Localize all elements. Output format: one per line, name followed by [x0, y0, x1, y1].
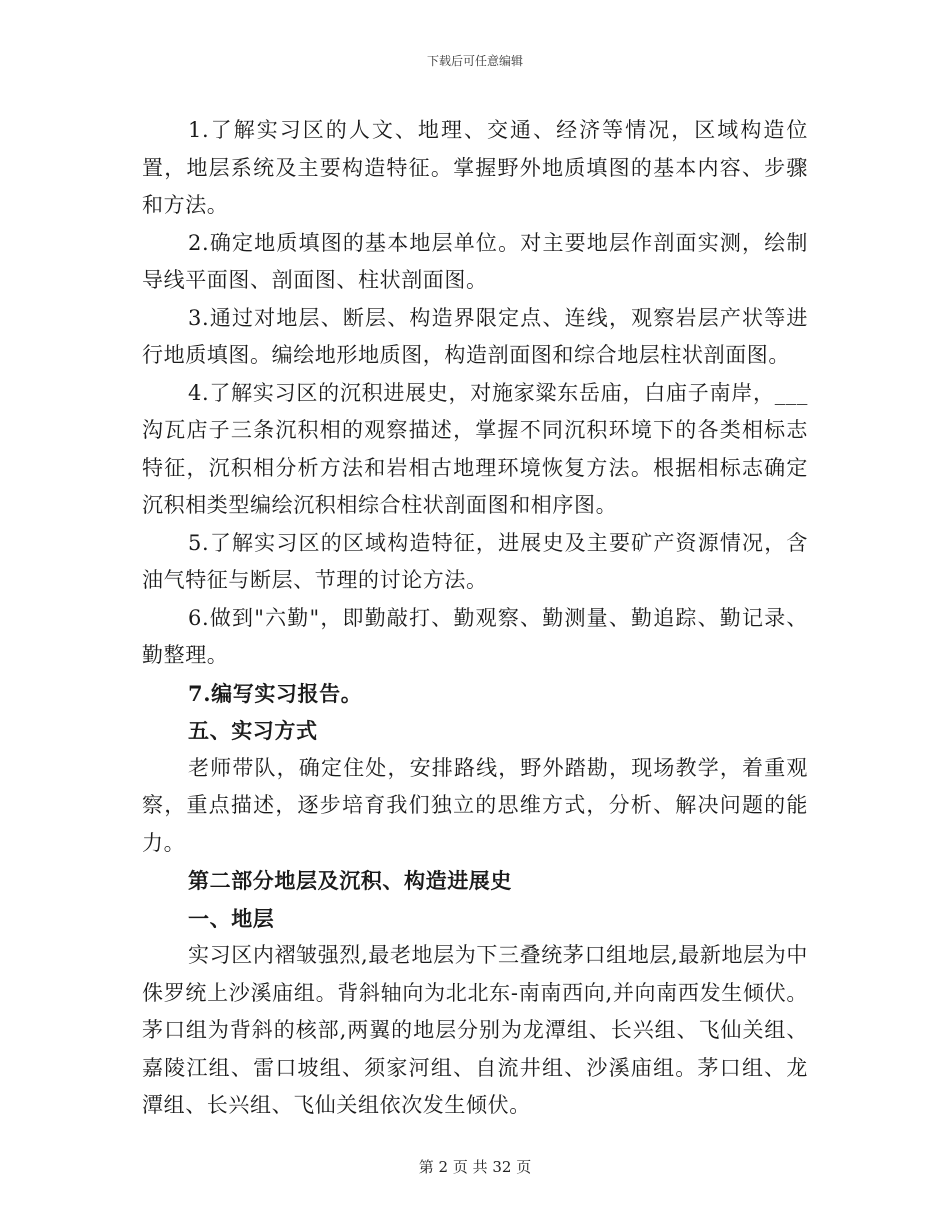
objective-4-paragraph: 4.了解实习区的沉积进展史，对施家粱东岳庙，白庙子南岸，___沟瓦店子三条沉积相的观察描述，掌握不同沉积环境下的各类相标志特征，沉积相分析方法和岩相古地理环境恢复方法。根据相标志确定沉积相类型编绘沉积相综合柱状剖面图和相序图。	[142, 380, 808, 517]
section-heading-methods: 五、实习方式	[188, 718, 318, 743]
objective-3-paragraph: 3.通过对地层、断层、构造界限定点、连线，观察岩层产状等进行地质填图。编绘地形地质图，构造剖面图和综合地层柱状剖面图。	[142, 305, 808, 367]
strata-paragraph: 实习区内褶皱强烈,最老地层为下三叠统茅口组地层,最新地层为中侏罗统上沙溪庙组。背斜轴向为北北东-南南西向,并向南西发生倾伏。茅口组为背斜的核部,两翼的地层分别为龙潭组、长兴组、飞仙关组、嘉陵江组、雷口坡组、须家河组、自流井组、沙溪庙组。茅口组、龙潭组、长兴组、飞仙关组依次发生倾伏。	[142, 943, 808, 1117]
objective-6-paragraph: 6.做到"六勤"，即勤敲打、勤观察、勤测量、勤追踪、勤记录、勤整理。	[142, 605, 808, 667]
objective-2-paragraph: 2.确定地质填图的基本地层单位。对主要地层作剖面实测，绘制导线平面图、剖面图、柱状剖面图。	[142, 230, 808, 292]
methods-paragraph: 老师带队，确定住处，安排路线，野外踏勘，现场教学，着重观察，重点描述，逐步培育我们独立的思维方式，分析、解决问题的能力。	[142, 755, 808, 855]
objective-1-paragraph: 1.了解实习区的人文、地理、交通、经济等情况，区域构造位置，地层系统及主要构造特征。掌握野外地质填图的基本内容、步骤和方法。	[142, 118, 808, 217]
page-header: 下载后可任意编辑	[426, 54, 523, 68]
objective-5-paragraph: 5.了解实习区的区域构造特征，进展史及主要矿产资源情况，含油气特征与断层、节理的讨论方法。	[142, 530, 808, 592]
objective-7-paragraph: 7.编写实习报告。	[188, 680, 363, 706]
page-footer: 第 2 页 共 32 页	[418, 1158, 532, 1176]
document-body	[142, 112, 808, 1125]
part-heading: 第二部分地层及沉积、构造进展史	[188, 868, 512, 893]
section-heading-strata: 一、地层	[188, 905, 275, 931]
